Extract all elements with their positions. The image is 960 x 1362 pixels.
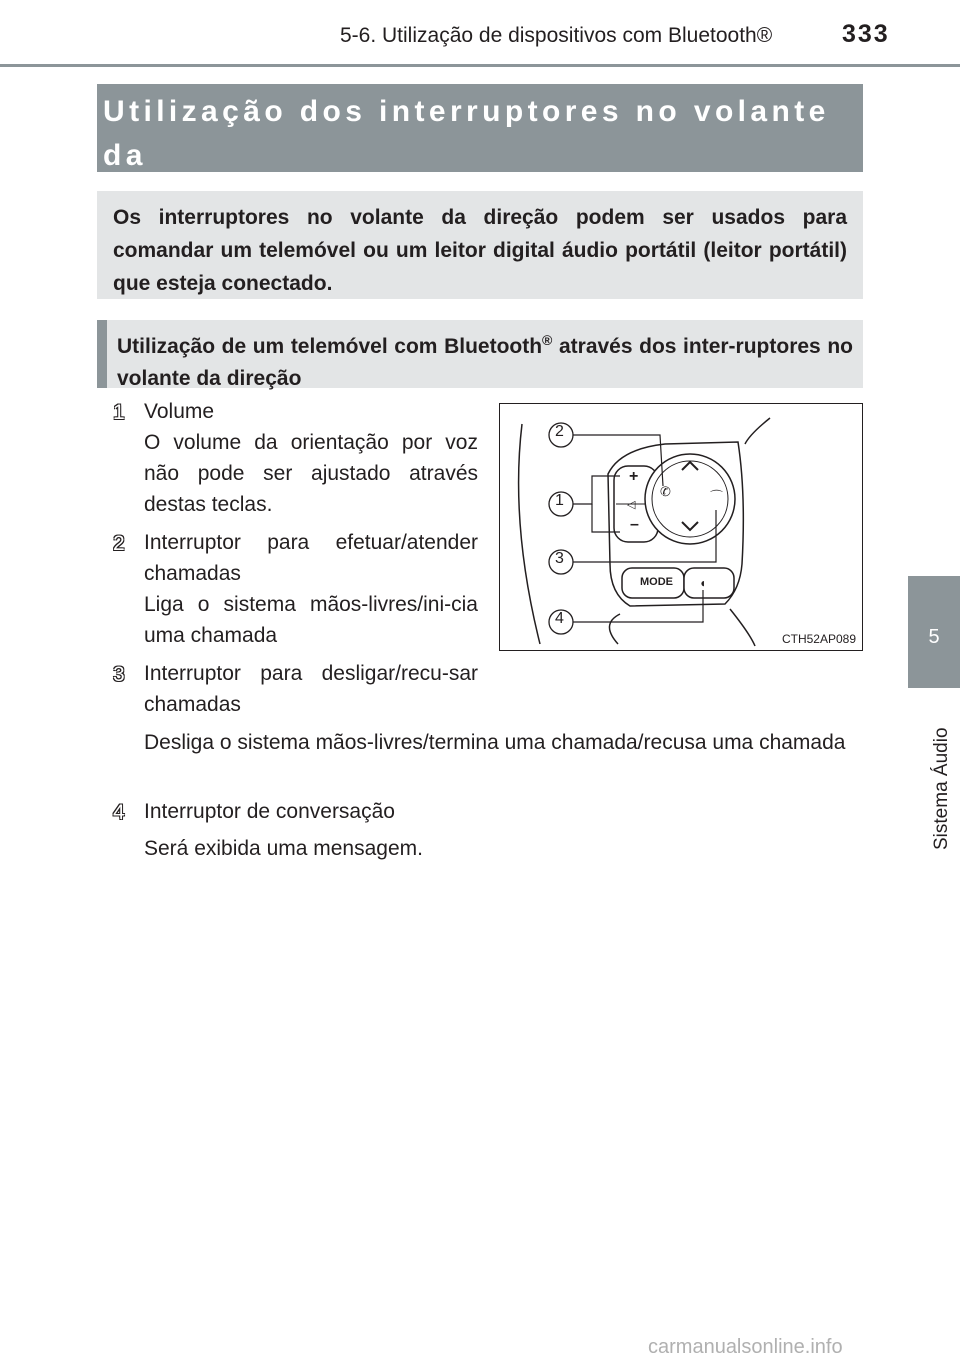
- intro-box: [97, 191, 863, 299]
- figure-callout-3: 3: [555, 550, 564, 567]
- header-rule: [0, 64, 960, 67]
- chapter-tab: [908, 576, 960, 688]
- item-2-title: Interruptor para efetuar/atender chamadas: [144, 531, 478, 585]
- item-2: [144, 527, 478, 651]
- figure-plus-label: +: [629, 468, 639, 485]
- page-header: [0, 0, 960, 62]
- item-1-description: O volume da orientação por voz não pode ser ajustado através destas teclas.: [144, 431, 478, 516]
- item-1: [144, 396, 478, 520]
- section-title: [97, 84, 863, 172]
- sub-header-text: Utilização de um telemóvel com Bluetooth® através dos inter-ruptores no volante da direção: [117, 332, 853, 390]
- item-1-title: Volume: [144, 400, 215, 423]
- phone-on-icon: ✆: [660, 484, 671, 499]
- sub-header: [97, 320, 863, 388]
- watermark: carmanualsonline.info: [648, 1336, 843, 1358]
- item-number-2: 2: [113, 532, 125, 555]
- steering-switch-figure: [499, 403, 863, 651]
- page-number: 333: [842, 20, 890, 48]
- phone-off-icon: ⌒: [710, 489, 724, 504]
- item-4-title: Interruptor de conversação: [144, 800, 395, 823]
- item-4-description: Será exibida uma mensagem.: [144, 837, 423, 860]
- figure-callout-4: 4: [555, 610, 564, 627]
- figure-callout-1: 1: [555, 492, 564, 509]
- chapter-tab-label-wrap: [905, 700, 957, 850]
- figure-minus-label: –: [630, 516, 639, 533]
- chapter-number: 5: [928, 626, 940, 648]
- section-title-line1: Utilização dos interruptores no volante da: [103, 95, 830, 172]
- item-3-title: Interruptor para desligar/recu-sar chamadas: [144, 662, 478, 716]
- speaker-icon: ◁: [627, 499, 636, 511]
- item-2-description: Liga o sistema mãos-livres/ini-cia uma chamada: [144, 593, 478, 647]
- figure-callout-2: 2: [555, 423, 564, 440]
- item-number-4: 4: [113, 801, 125, 824]
- figure-mode-label: MODE: [640, 576, 673, 588]
- chapter-label: Sistema Áudio: [931, 727, 952, 850]
- item-number-1: 1: [113, 401, 125, 424]
- header-section-title: 5-6. Utilização de dispositivos com Bluetooth®: [340, 24, 773, 47]
- item-number-3: 3: [113, 663, 125, 686]
- intro-text: Os interruptores no volante da direção podem ser usados para comandar um telemóvel ou um leitor digital áudio portátil (leitor portátil) que esteja conectado.: [113, 206, 847, 295]
- item-3-description: Desliga o sistema mãos-livres/termina uma chamada/recusa uma chamada: [144, 731, 846, 754]
- figure-code: CTH52AP089: [781, 632, 856, 646]
- voice-talk-icon: ◖: [699, 576, 707, 590]
